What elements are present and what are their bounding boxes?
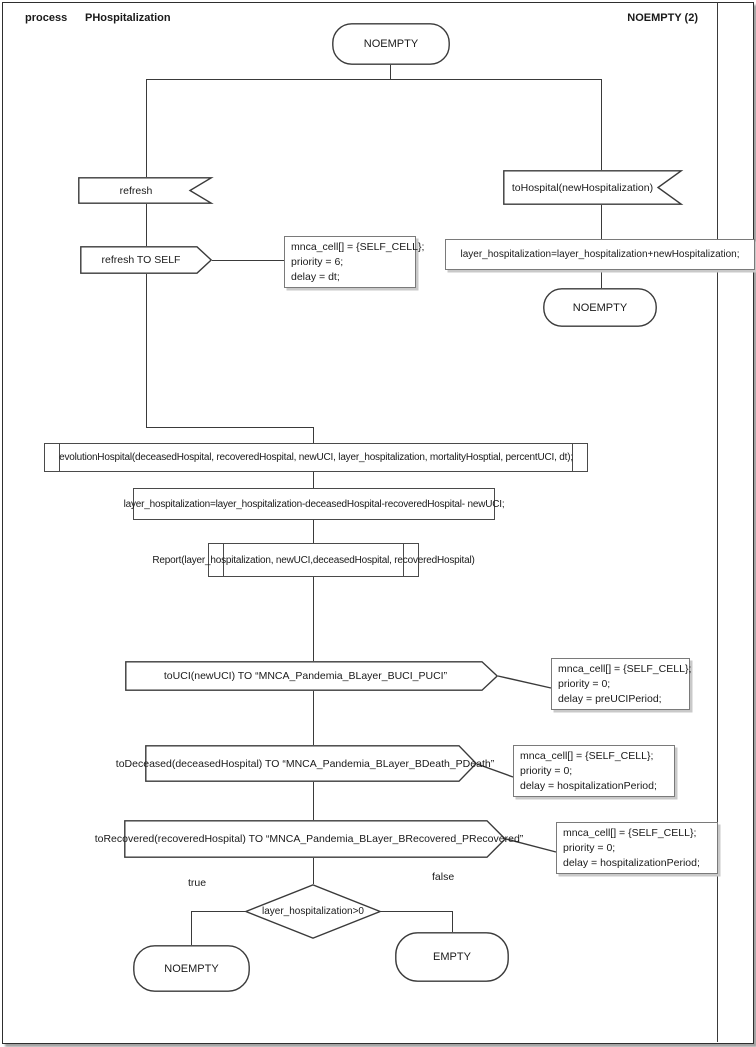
send-todeceased-label: toDeceased(deceasedHospital) TO “MNCA_Pandemia_BLayer_BDeath_PDeath” [115, 757, 495, 770]
action-text: layer_hospitalization=layer_hospitalization-deceasedHospital-recoveredHospital- newUCI; [123, 498, 505, 510]
state-label: NOEMPTY [164, 962, 219, 975]
subroutine-text: Report(layer_hospitalization, newUCI,deceasedHospital, recoveredHospital) [152, 554, 475, 566]
decision-condition: layer_hospitalization>0 [261, 906, 364, 917]
note-line: delay = hospitalizationPeriod; [520, 780, 657, 792]
process-kind-label: process [25, 12, 68, 24]
note-line: delay = preUCIPeriod; [558, 693, 662, 705]
note-recovered [556, 822, 718, 874]
send-torecovered-label: toRecovered(recoveredHospital) TO “MNCA_Pandemia_BLayer_BRecovered_PRecovered” [94, 833, 524, 845]
subroutine-text: evolutionHospital(deceasedHospital, recoveredHospital, newUCI, layer_hospitalization, mortalityHosptial, percentUCI, dt); [59, 452, 573, 463]
note-line: mnca_cell[] = {SELF_CELL}; [558, 663, 692, 675]
note-refresh [284, 236, 425, 288]
receive-refresh-label: refresh [119, 184, 153, 197]
note-line: delay = hospitalizationPeriod; [563, 857, 700, 869]
action-text: layer_hospitalization=layer_hospitalization+newHospitalization; [460, 249, 740, 260]
state-label: NOEMPTY [572, 301, 628, 314]
state-label: EMPTY [433, 951, 471, 963]
note-line: priority = 0; [563, 842, 616, 854]
note-deceased [513, 745, 675, 797]
send-refresh-to-self-label: refresh TO SELF [101, 254, 181, 266]
send-touci-label: toUCI(newUCI) TO “MNCA_Pandemia_BLayer_BUCI_PUCI” [163, 670, 448, 682]
note-line: priority = 0; [520, 765, 573, 777]
state-reference-label: NOEMPTY (2) [627, 12, 698, 24]
note-uci [551, 658, 690, 710]
receive-tohospital-label: toHospital(newHospitalization) [511, 181, 654, 194]
note-line: priority = 6; [291, 256, 344, 268]
action-add-hospitalization [445, 239, 755, 270]
note-line: mnca_cell[] = {SELF_CELL}; [520, 750, 654, 762]
process-name: PHospitalization [85, 12, 171, 24]
note-line: priority = 0; [558, 678, 611, 690]
note-line: mnca_cell[] = {SELF_CELL}; [563, 827, 697, 839]
note-line: mnca_cell[] = {SELF_CELL}; [291, 241, 425, 253]
false-branch-label: false [432, 871, 455, 883]
true-branch-label: true [188, 877, 207, 889]
note-line: delay = dt; [291, 271, 340, 283]
state-label: NOEMPTY [363, 38, 419, 50]
